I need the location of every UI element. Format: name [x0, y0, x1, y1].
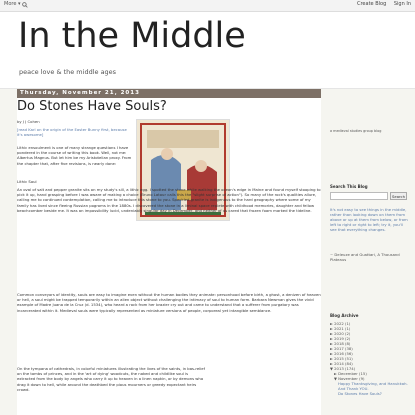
archive-item[interactable]: ► 2022 (1) — [330, 321, 351, 326]
sidebar — [330, 89, 415, 415]
sign-in-link[interactable]: Sign In — [393, 1, 411, 7]
search-button[interactable]: Search — [391, 194, 406, 199]
sidebar-quote-attribution: ~ Deleuze and Guattari, A Thousand Plateaus — [330, 252, 400, 262]
post-intro-link[interactable]: [read Karl on the origin of the Easter Bunny first, because it's awesome] — [17, 127, 127, 137]
sidebar-tagline: It's not easy to see things in the middle, rather than looking down on them from above or up at them from below, or from left to right or right to left; try it, you'll see that everything changes. — [330, 207, 408, 232]
blog-description: peace love & the middle ages — [19, 68, 117, 76]
archive-item[interactable]: ► 2017 (38) — [330, 346, 353, 351]
archive-item[interactable]: ► December (15) — [334, 371, 367, 376]
archive-item[interactable]: ► 2014 (84) — [330, 361, 353, 366]
post-paragraph-2: Common conveyors of identity, souls are easy to imagine even without the human bodies they animate: personhood before birth, a ghost, a denizen of heaven or hell, a soul might be trapped temporarily within an alien object without challenging the intimacy of soul to human form. Barbara Newman gives the vivid example of Madre Juana de la Cruz (d. 1534), who heard a rock from her brazier cry out and came to understand that a sufferer from purgatory was incarcerated within it. Medieval souls were typically represented as miniature versions of people, corporeal yet intangible semblance. — [17, 292, 321, 313]
post-title[interactable]: Do Stones Have Souls? — [17, 99, 167, 114]
archive-item[interactable]: ▼ 2013 (174) — [330, 366, 356, 371]
post-subhead: Lithic Soul — [17, 179, 37, 184]
search-icon[interactable] — [22, 2, 28, 8]
sidebar-badge[interactable]: a medieval studies group blog — [330, 129, 382, 133]
archive-item[interactable]: ▼ November (9) — [334, 376, 365, 381]
search-input[interactable] — [330, 192, 388, 200]
archive-item[interactable]: ► 2016 (56) — [330, 351, 353, 356]
archive-title: Blog Archive — [330, 313, 359, 318]
archive-item[interactable]: ► 2020 (2) — [330, 331, 351, 336]
archive-list — [330, 321, 410, 396]
post-intro-paragraph: Lithic ensoulment is one of many strange questions I have pondered in the course of writing this book. Well, not me: Albertus Magnus. But let him be my Aristotelian proxy. From the chapter that, after five revisions, is nearly done: — [17, 145, 132, 166]
archive-item[interactable]: ► 2018 (8) — [330, 341, 351, 346]
search-title: Search This Blog — [330, 184, 368, 189]
navbar-right — [351, 1, 411, 7]
archive-post-link[interactable]: Happy Thanksgiving, and Hanukkah. And Thank YOU. — [338, 381, 408, 391]
post-byline: by J J Cohen — [17, 119, 40, 124]
post-paragraph-3: On the tympana of cathedrals, in colorful miniatures illustrating the lives of the saints, in bas-relief on the tombs of princes, and in the 'art of dying' woodcuts, the naked and childlike soul is extracted from the body by angels who carry it up to heaven in a linen napkin, or by demons who drag it down to hell, while around the deathbed the pious mourners or greedy expectant heirs crowd. — [17, 366, 205, 392]
archive-item[interactable]: ► 2015 (51) — [330, 356, 353, 361]
main-column — [17, 89, 321, 415]
blogger-navbar — [0, 0, 415, 12]
create-blog-link[interactable]: Create Blog — [357, 1, 387, 7]
date-header: Thursday, November 21, 2013 — [17, 89, 321, 98]
blog-title[interactable]: In the Middle — [18, 16, 246, 56]
archive-post-link[interactable]: Do Stones Have Souls? — [338, 391, 382, 396]
archive-item[interactable]: ► 2019 (2) — [330, 336, 351, 341]
post-paragraph-1: An oval of salt and pepper granite sits on my study's sill, a lithic egg. I spotted the stone while walking the ocean's edge in Maine and found myself stooping to pick it up, hand grasping before I was aware of making a choice (Bruno Latour calls this the "slight surprise of action"). So many of the rock's qualities allure, calling me to continued contemplation, calling me to introduce this stone to you. Speckled granite is indigenous to the hard geography where some of my family has lived since fleeing Russian pogroms in the 1880s. I discovered the stone in a liminal space replete with childhood memories, daughter and fellow beachcomber beside me. It was an impossibility lucid, undeniably singular day in December, and neither of us cared that frozen foam marked the tideline. — [17, 187, 321, 213]
archive-item[interactable]: ► 2021 (1) — [330, 326, 351, 331]
blog-header — [0, 12, 415, 89]
more-menu[interactable]: More ▾ — [4, 1, 21, 7]
